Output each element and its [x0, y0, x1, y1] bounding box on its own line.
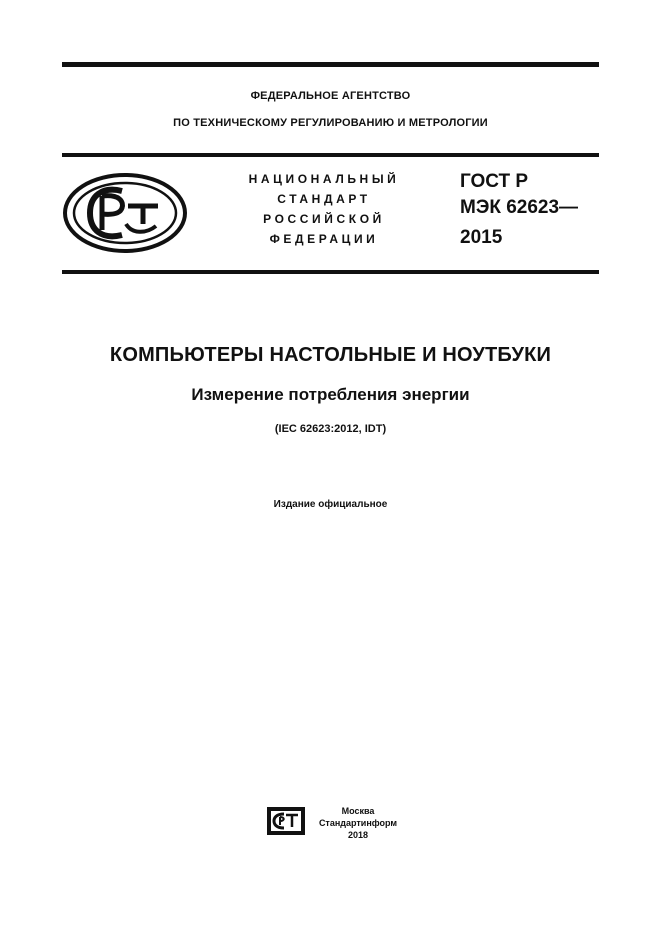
national-standard-line-4: ФЕДЕРАЦИИ	[269, 232, 379, 246]
national-standard-line-1: НАЦИОНАЛЬНЫЙ	[248, 172, 400, 186]
national-standard-line-2: СТАНДАРТ	[277, 192, 371, 206]
designation-line-3: 2015	[460, 227, 503, 248]
top-rule	[62, 62, 599, 67]
designation-line-2: МЭК 62623—	[460, 197, 579, 218]
rst-logo-icon	[62, 172, 188, 254]
publisher-name: Стандартинформ	[318, 818, 398, 828]
document-subtitle: Измерение потребления энергии	[191, 385, 470, 404]
publisher-city: Москва	[341, 806, 375, 816]
iec-reference: (IEC 62623:2012, IDT)	[274, 423, 387, 435]
standartinform-logo-icon	[266, 806, 306, 836]
edition-note: Издание официальное	[273, 499, 388, 510]
national-standard-line-3: РОССИЙСКОЙ	[263, 212, 385, 226]
document-title: КОМПЬЮТЕРЫ НАСТОЛЬНЫЕ И НОУТБУКИ	[109, 344, 552, 366]
designation-line-1: ГОСТ Р	[460, 171, 529, 192]
bottom-rule	[62, 270, 599, 274]
middle-rule	[62, 153, 599, 157]
agency-line-1: ФЕДЕРАЛЬНОЕ АГЕНТСТВО	[250, 90, 411, 102]
agency-line-2: ПО ТЕХНИЧЕСКОМУ РЕГУЛИРОВАНИЮ И МЕТРОЛОГИИ	[173, 117, 488, 129]
publisher-year: 2018	[347, 830, 369, 840]
